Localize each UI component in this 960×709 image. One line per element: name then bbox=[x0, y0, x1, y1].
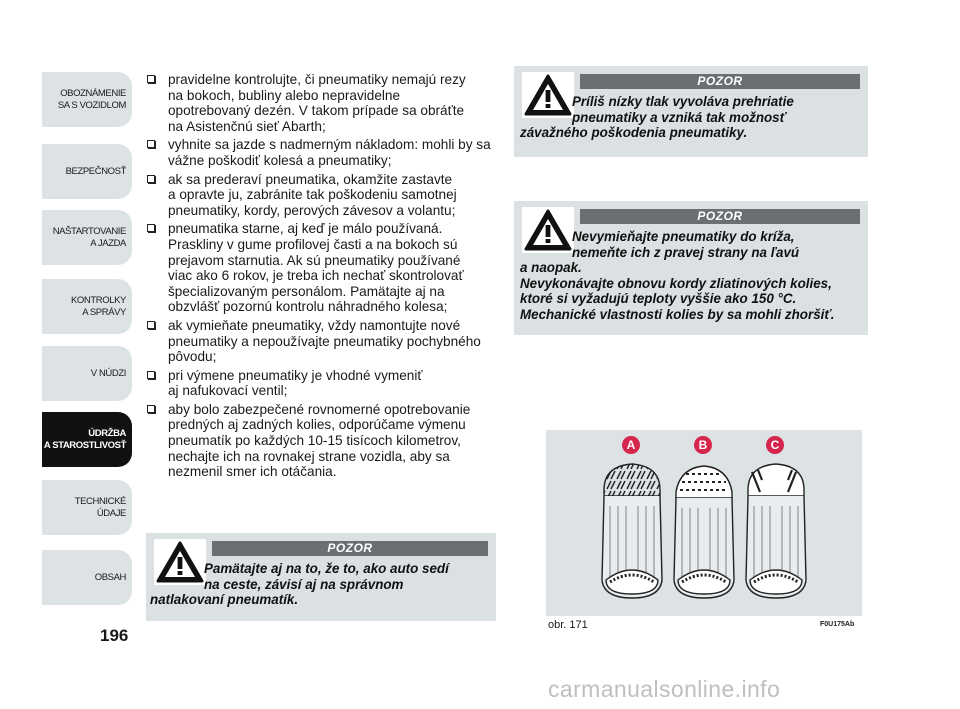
warning-header: POZOR bbox=[580, 74, 860, 89]
nav-tab-technicke[interactable] bbox=[42, 480, 132, 535]
figure-caption: obr. 171 bbox=[548, 619, 588, 631]
nav-tab-label: ÚDRŽBA bbox=[88, 427, 126, 439]
nav-tab-label: A SPRÁVY bbox=[82, 306, 126, 318]
tire-care-list bbox=[146, 72, 498, 483]
warning-header: POZOR bbox=[580, 209, 860, 224]
nav-tab-label: OBSAH bbox=[94, 571, 126, 583]
nav-tab-label: ÚDAJE bbox=[96, 507, 126, 519]
warning-header: POZOR bbox=[212, 541, 488, 556]
nav-tab-bezpecnost[interactable] bbox=[42, 144, 132, 199]
list-item: pravidelne kontrolujte, či pneumatiky nemajú rezy na bokoch, bubliny alebo nepravidelne opotrebovaný dezén. V takom prípade sa obráťte na Asistenčnú sieť Abarth; bbox=[146, 72, 498, 134]
checkbox-bullet-icon bbox=[147, 371, 155, 379]
list-item: aby bolo zabezpečené rovnomerné opotrebovanie predných aj zadných kolies, odporúčame výmenu pneumatík po každých 10-15 tisícoch kilometrov, nechajte ich na rovnakej strane vozidla, aby sa nezmenil smer ich otáčania. bbox=[146, 402, 498, 480]
warning-text: Nevymieňajte pneumatiky do kríža, nemeňte ich z pravej strany na ľavú a naopak. Nevykonávajte obnovu kordy zliatinových kolies, ktoré si vyžadujú teploty vyššie ako 150 °C. Mechanické vlastnosti kolies by sa mohli zhoršiť. bbox=[520, 229, 835, 322]
nav-tab-oboznamenie[interactable] bbox=[42, 72, 132, 127]
list-item: vyhnite sa jazde s nadmerným nákladom: mohli by sa vážne poškodiť kolesá a pneumatiky; bbox=[146, 137, 498, 168]
watermark: carmanualsonline.info bbox=[548, 676, 781, 702]
warning-text: Pamätajte aj na to, že to, ako auto sedí na ceste, závisí aj na správnom natlakovaní pneumatík. bbox=[150, 561, 449, 608]
nav-tab-label: OBOZNÁMENIE bbox=[60, 87, 126, 99]
figure-label-b: B bbox=[694, 436, 712, 454]
nav-tab-label: KONTROLKY bbox=[71, 294, 126, 306]
warning-box-pressure-handling bbox=[146, 533, 496, 621]
checkbox-bullet-icon bbox=[147, 321, 155, 329]
nav-tab-label: A JAZDA bbox=[90, 237, 126, 249]
nav-tab-nastartovanie[interactable] bbox=[42, 210, 132, 265]
nav-tab-v-nudzi[interactable] bbox=[42, 346, 132, 401]
figure-code: F0U175Ab bbox=[820, 621, 855, 628]
nav-tab-label: V NÚDZI bbox=[90, 367, 126, 379]
figure-label-a: A bbox=[622, 436, 640, 454]
list-item: ak sa prederaví pneumatika, okamžite zastavte a opravte ju, zabránite tak poškodeniu samotnej pneumatiky, kordy, perových závesov a volantu; bbox=[146, 172, 498, 219]
checkbox-bullet-icon bbox=[147, 175, 155, 183]
tire-a bbox=[602, 464, 662, 598]
nav-tab-label: A STAROSTLIVOSŤ bbox=[43, 439, 126, 451]
warning-box-low-pressure bbox=[514, 66, 868, 157]
tire-c bbox=[746, 464, 806, 598]
nav-tab-kontrolky[interactable] bbox=[42, 279, 132, 334]
list-item: pneumatika starne, aj keď je málo používaná. Praskliny v gume profilovej časti a na bokoch sú prejavom starnutia. Ak sú pneumatiky používané viac ako 6 rokov, je treba ich nechať skontrolovať špecializovaným personálom. Pamätajte aj na obzvlášť pozornú kontrolu náhradného kolesa; bbox=[146, 221, 498, 315]
list-item: ak vymieňate pneumatiky, vždy namontujte nové pneumatiky a nepoužívajte pneumatiky pochybného pôvodu; bbox=[146, 318, 498, 365]
nav-tab-label: TECHNICKÉ bbox=[74, 495, 126, 507]
nav-tab-label: SA S VOZIDLOM bbox=[57, 99, 126, 111]
tire-wear-figure bbox=[546, 430, 862, 616]
tire-wear-illustration bbox=[546, 430, 862, 616]
checkbox-bullet-icon bbox=[147, 224, 155, 232]
page-number: 196 bbox=[100, 626, 129, 645]
warning-text: Príliš nízky tlak vyvoláva prehriatie pneumatiky a vzniká tak možnosť závažného poškodenia pneumatiky. bbox=[520, 94, 794, 141]
list-item: pri výmene pneumatiky je vhodné vymeniť aj nafukovací ventil; bbox=[146, 368, 498, 399]
tire-b bbox=[674, 466, 734, 598]
checkbox-bullet-icon bbox=[147, 140, 155, 148]
checkbox-bullet-icon bbox=[147, 75, 155, 83]
nav-tab-obsah[interactable] bbox=[42, 550, 132, 605]
figure-label-c: C bbox=[766, 436, 784, 454]
nav-tab-label: NAŠTARTOVANIE bbox=[52, 225, 126, 237]
nav-tab-label: BEZPEČNOSŤ bbox=[65, 165, 126, 177]
checkbox-bullet-icon bbox=[147, 405, 155, 413]
nav-tab-udrzba[interactable] bbox=[42, 412, 132, 467]
warning-box-rotation bbox=[514, 201, 868, 335]
